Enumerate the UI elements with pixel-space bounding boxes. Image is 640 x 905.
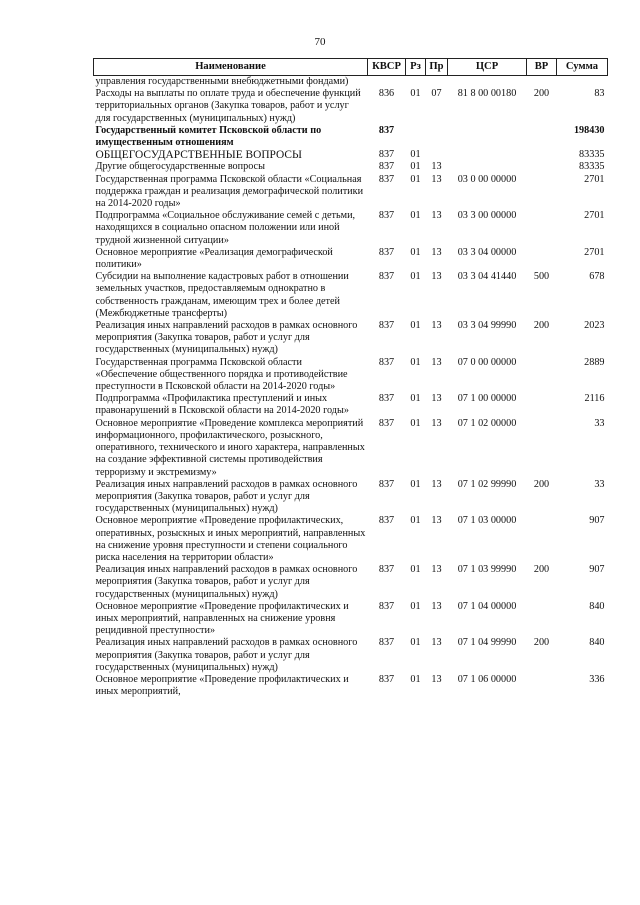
cell-csr: 07 1 04 99990 xyxy=(457,637,517,649)
cell-vr xyxy=(527,418,557,479)
cell-vr xyxy=(527,210,557,247)
cell-kvsr: 837 xyxy=(378,246,395,258)
cell-rz xyxy=(406,125,426,149)
cell-kvsr: 837 xyxy=(378,210,395,222)
cell-sum xyxy=(557,76,608,89)
cell-name: Реализация иных направлений расходов в рамках основного мероприятия (Закупка товаров, работ и услуг для государственных (муниципальных) нужд) xyxy=(95,564,358,600)
cell-sum: 2701 xyxy=(584,173,605,185)
cell-sum: 198430 xyxy=(573,124,605,136)
cell-name: Государственный комитет Псковской области по имущественным отношениям xyxy=(95,124,322,149)
cell-rz: 01 xyxy=(410,673,421,685)
table-row xyxy=(94,210,608,247)
cell-csr: 07 1 02 00000 xyxy=(457,417,517,429)
cell-rz: 01 xyxy=(410,320,421,332)
header-pr: Пр xyxy=(426,59,448,76)
cell-rz xyxy=(406,76,426,89)
cell-pr xyxy=(426,125,448,149)
cell-kvsr: 837 xyxy=(378,173,395,185)
cell-vr: 200 xyxy=(533,564,550,576)
cell-csr: 03 3 00 00000 xyxy=(457,210,517,222)
cell-name: Основное мероприятие «Проведение профилактических, оперативных, розыскных и иных мероприятий, направленных на снижение уровня преступности и степени социального риска населения на территории области» xyxy=(95,515,366,563)
table-row xyxy=(94,418,608,479)
cell-kvsr: 837 xyxy=(378,356,395,368)
cell-sum: 2701 xyxy=(584,246,605,258)
cell-vr xyxy=(527,357,557,394)
cell-vr: 200 xyxy=(533,478,550,490)
cell-sum: 83 xyxy=(594,88,605,100)
cell-name: Основное мероприятие «Проведение профилактических и иных мероприятий, xyxy=(95,673,349,698)
budget-table xyxy=(93,58,608,698)
cell-kvsr: 837 xyxy=(378,271,395,283)
cell-vr xyxy=(527,174,557,211)
cell-pr: 13 xyxy=(431,320,442,332)
table-row xyxy=(94,479,608,516)
cell-name: Государственная программа Псковской области «Социальная поддержка граждан и реализация демографической политики на 2014-2020 годы» xyxy=(95,173,364,210)
cell-rz: 01 xyxy=(410,149,421,161)
cell-pr: 13 xyxy=(431,173,442,185)
cell-vr xyxy=(527,393,557,417)
cell-sum: 678 xyxy=(589,271,605,283)
cell-rz: 01 xyxy=(410,173,421,185)
cell-name: Реализация иных направлений расходов в рамках основного мероприятия (Закупка товаров, работ и услуг для государственных (муниципальных) нужд) xyxy=(95,478,358,515)
cell-rz: 01 xyxy=(410,637,421,649)
cell-vr xyxy=(527,601,557,638)
cell-rz: 01 xyxy=(410,478,421,490)
table-row xyxy=(94,161,608,173)
cell-name: Подпрограмма «Профилактика преступлений и иных правонарушений в Псковской области на 2014-2020 годы» xyxy=(95,393,349,417)
header-name: Наименование xyxy=(94,59,368,76)
cell-csr: 07 1 06 00000 xyxy=(457,673,517,685)
cell-kvsr: 837 xyxy=(378,478,395,490)
cell-pr: 13 xyxy=(431,246,442,258)
cell-vr xyxy=(527,515,557,564)
cell-vr: 200 xyxy=(533,88,550,100)
cell-rz: 01 xyxy=(410,271,421,283)
cell-pr xyxy=(426,149,448,161)
cell-csr: 03 3 04 99990 xyxy=(457,320,517,332)
table-row xyxy=(94,125,608,149)
cell-sum: 83335 xyxy=(579,161,605,173)
cell-pr xyxy=(426,76,448,89)
page-number: 70 xyxy=(314,36,326,48)
header-kvsr: КВСР xyxy=(368,59,406,76)
cell-csr: 07 1 00 00000 xyxy=(457,393,517,405)
cell-rz: 01 xyxy=(410,564,421,576)
cell-csr: 07 1 04 00000 xyxy=(457,600,517,612)
cell-kvsr: 837 xyxy=(378,637,395,649)
cell-name: Реализация иных направлений расходов в рамках основного мероприятия (Закупка товаров, работ и услуг для государственных (муниципальных) нужд) xyxy=(95,320,358,356)
table-row xyxy=(94,320,608,357)
cell-csr xyxy=(448,125,527,149)
cell-name: Реализация иных направлений расходов в рамках основного мероприятия (Закупка товаров, работ и услуг для государственных (муниципальных) нужд) xyxy=(95,637,358,673)
header-csr: ЦСР xyxy=(448,59,527,76)
cell-csr: 07 1 03 00000 xyxy=(457,515,517,527)
cell-kvsr: 837 xyxy=(378,600,395,612)
table-row xyxy=(94,76,608,89)
cell-sum: 907 xyxy=(589,564,605,576)
cell-vr xyxy=(527,76,557,89)
table-row xyxy=(94,357,608,394)
cell-csr: 81 8 00 00180 xyxy=(457,88,517,100)
cell-sum: 2116 xyxy=(584,393,605,405)
cell-rz: 01 xyxy=(410,356,421,368)
table-row xyxy=(94,564,608,601)
cell-vr: 500 xyxy=(533,271,550,283)
cell-pr: 13 xyxy=(431,210,442,222)
cell-csr xyxy=(448,161,527,173)
table-row xyxy=(94,247,608,271)
cell-pr: 13 xyxy=(431,637,442,649)
cell-pr: 13 xyxy=(431,478,442,490)
cell-csr: 07 1 02 99990 xyxy=(457,478,517,490)
table-row xyxy=(94,174,608,211)
cell-pr: 13 xyxy=(431,600,442,612)
table-row xyxy=(94,393,608,417)
cell-vr: 200 xyxy=(533,637,550,649)
cell-csr: 03 3 04 00000 xyxy=(457,246,517,258)
cell-pr: 13 xyxy=(431,271,442,283)
cell-sum: 83335 xyxy=(579,149,605,161)
table-header-row xyxy=(94,59,608,76)
cell-sum: 2889 xyxy=(584,356,605,368)
cell-vr xyxy=(527,674,557,698)
cell-rz: 01 xyxy=(410,600,421,612)
cell-sum: 840 xyxy=(589,637,605,649)
cell-kvsr: 837 xyxy=(378,161,395,173)
cell-sum: 33 xyxy=(594,478,605,490)
header-vr: ВР xyxy=(527,59,557,76)
cell-kvsr: 837 xyxy=(378,673,395,685)
cell-name: Основное мероприятие «Проведение профилактических и иных мероприятий, направленных на снижение уровня рецидивной преступности» xyxy=(95,600,349,637)
table-row xyxy=(94,637,608,674)
cell-csr: 07 1 03 99990 xyxy=(457,564,517,576)
cell-name: Основное мероприятие «Реализация демографической политики» xyxy=(95,246,333,271)
table-row xyxy=(94,601,608,638)
cell-csr: 07 0 00 00000 xyxy=(457,356,517,368)
cell-kvsr: 836 xyxy=(378,88,395,100)
cell-rz: 01 xyxy=(410,88,421,100)
header-sum: Сумма xyxy=(557,59,608,76)
cell-rz: 01 xyxy=(410,417,421,429)
cell-name: Другие общегосударственные вопросы xyxy=(95,161,265,173)
cell-kvsr: 837 xyxy=(378,515,395,527)
cell-pr: 13 xyxy=(431,417,442,429)
cell-kvsr: 837 xyxy=(378,417,395,429)
cell-vr: 200 xyxy=(533,320,550,332)
cell-pr: 13 xyxy=(431,673,442,685)
cell-pr: 13 xyxy=(431,564,442,576)
cell-sum: 2023 xyxy=(584,320,605,332)
cell-name: Подпрограмма «Социальное обслуживание семей с детьми, находящихся в социально опасном положении или иной трудной жизненной ситуации» xyxy=(95,210,356,246)
cell-csr: 03 3 04 41440 xyxy=(457,271,517,283)
cell-name: Субсидии на выполнение кадастровых работ в отношении земельных участков, предоставляемым однократно в собственность гражданам, имеющим трех и более детей (Межбюджетные трансферты) xyxy=(95,271,349,319)
cell-pr: 07 xyxy=(431,88,442,100)
cell-vr xyxy=(527,149,557,161)
cell-pr: 13 xyxy=(431,393,442,405)
cell-name: управления государственными внебюджетными фондами) xyxy=(95,76,349,87)
cell-rz: 01 xyxy=(410,161,421,173)
cell-csr xyxy=(448,76,527,89)
cell-vr xyxy=(527,161,557,173)
table-row xyxy=(94,88,608,125)
header-rz: Рз xyxy=(406,59,426,76)
cell-sum: 33 xyxy=(594,417,605,429)
cell-pr: 13 xyxy=(431,161,442,173)
cell-sum: 840 xyxy=(589,600,605,612)
cell-rz: 01 xyxy=(410,210,421,222)
cell-name: ОБЩЕГОСУДАРСТВЕННЫЕ ВОПРОСЫ xyxy=(95,149,302,162)
cell-name: Основное мероприятие «Проведение комплекса мероприятий информационного, профилактического, розыскного, оперативного, технического и иного характера, направленных на создание эффективной системы противодействия терроризму и экстремизму» xyxy=(95,417,365,478)
cell-csr: 03 0 00 00000 xyxy=(457,173,517,185)
cell-pr: 13 xyxy=(431,515,442,527)
cell-kvsr: 837 xyxy=(378,564,395,576)
cell-rz: 01 xyxy=(410,246,421,258)
table-row xyxy=(94,271,608,320)
cell-sum: 907 xyxy=(589,515,605,527)
cell-sum: 2701 xyxy=(584,210,605,222)
table-row xyxy=(94,515,608,564)
cell-csr xyxy=(448,149,527,161)
cell-sum: 336 xyxy=(589,673,605,685)
cell-rz: 01 xyxy=(410,515,421,527)
cell-kvsr: 837 xyxy=(378,320,395,332)
cell-name: Государственная программа Псковской области «Обеспечение общественного порядка и противодействие преступности в Псковской области на 2014-2020 годы» xyxy=(95,356,348,393)
cell-name: Расходы на выплаты по оплате труда и обеспечение функций территориальных органов (Закупка товаров, работ и услуг для государственных (муниципальных) нужд) xyxy=(95,88,361,124)
table-row xyxy=(94,149,608,161)
cell-vr xyxy=(527,247,557,271)
table-body xyxy=(94,76,608,699)
cell-kvsr: 837 xyxy=(378,149,395,161)
cell-kvsr: 837 xyxy=(378,124,395,136)
cell-kvsr xyxy=(368,76,406,89)
table-row xyxy=(94,674,608,698)
cell-vr xyxy=(527,125,557,149)
cell-kvsr: 837 xyxy=(378,393,395,405)
cell-pr: 13 xyxy=(431,356,442,368)
cell-rz: 01 xyxy=(410,393,421,405)
